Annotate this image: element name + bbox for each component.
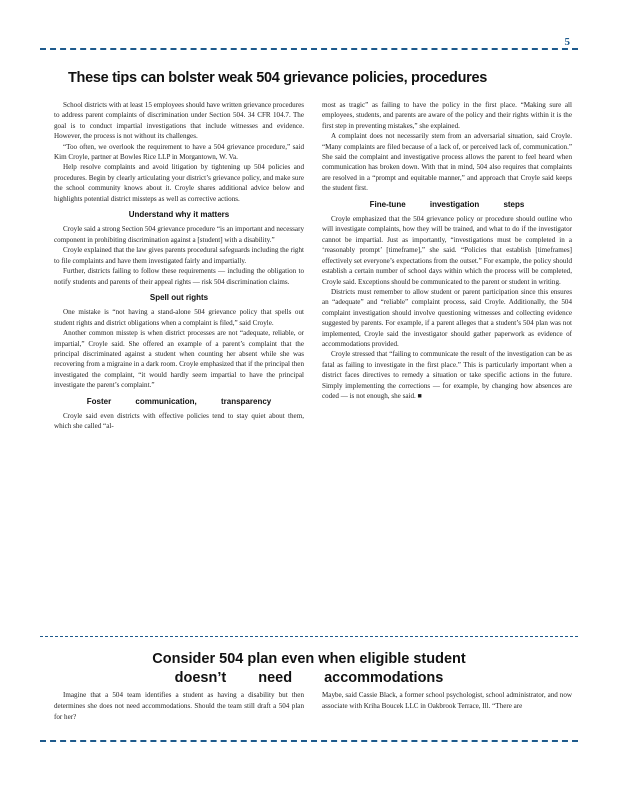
paragraph: Croyle stressed that “failing to communicate the result of the investigation can be as fatal as failing to investigate in the first place.” This is particularly important when a district faces directives to remedy a situation or take specific actions in the future. Simply implementing the corrections — for example, by changing how absences are coded — is not enough, she said. ■ [322,350,572,400]
paragraph: One mistake is “not having a stand-alone 504 grievance policy that spells out student rights and district obligations when a complaint is filed,” said Croyle. [54,308,304,327]
section-heading: Fine-tune investigation steps [369,199,525,209]
article-left-column [54,100,304,432]
second-article-left-column [54,690,304,722]
paragraph: Croyle said even districts with effective policies tend to stay quiet about them, which she called “al- [54,411,304,431]
section-heading: Foster communication, transparency [86,396,272,406]
paragraph: Help resolve complaints and avoid litigation by tightening up 504 policies and procedures. Begin by clearly articulating your district’s grievance policy, and make sure the school community knows about it. Croyle shares additional advice below and highlights potential district missteps as well as corrective actions. [54,163,304,203]
paragraph: Croyle explained that the law gives parents procedural safeguards including the right to file complaints and have them investigated fairly and impartially. [54,246,304,265]
paragraph: Croyle emphasized that the 504 grievance policy or procedure should outline who will investigate complaints, how they will be trained, and what to do if the investigator cannot be impartial. Just as importantly, “investigations must be completed in a ‘reasonably prompt’ [timeframe],” she said. “Policies that establish [timeframes] effectively set everyone’s expectations from the outset.” For example, the policy should establish a certain number of school days within which the process will be completed, Croyle said. Exceptions should be communicated to the parent or student in writing. [322,215,572,286]
section-heading: Understand why it matters [128,210,230,220]
second-headline-line1: Consider 504 plan even when eligible student [152,651,466,667]
paragraph: Further, districts failing to follow these requirements — including the obligation to notify students and parents of their appeal rights — risk 504 discrimination claims. [54,267,304,286]
page-number: 5 [564,36,570,48]
second-article-right-column [322,690,572,712]
paragraph: A complaint does not necessarily stem from an adversarial situation, said Croyle. “Many complaints are filed because of a lack of, or perceived lack of, communication.” She said the complaint and investigative process allows the parent to feel heard when communication has broken down. With that in mind, 504 also requires that complaints are resolved in a “prompt and equitable manner,” and approach that Croyle said keeps the student first. [322,132,572,193]
paragraph: Another common misstep is when district processes are not “adequate, reliable, or impartial,” Croyle said. She offered an example of a parent’s complaint that the principal discriminated against a student when counting her absent while she was recovering from a migraine in a dark room. Croyle emphasized that if the principal then investigated the complaint, “it would hardly seem impartial to have the principal investigate the parent’s complaint.” [54,329,304,390]
article-right-column [322,100,572,401]
second-headline-text: doesn’t need accommodations [174,670,444,686]
section-divider [40,636,578,637]
second-headline-line2 [0,669,618,688]
top-rule [40,48,578,50]
bottom-rule [40,740,578,742]
section-heading: Spell out rights [149,292,209,302]
second-article-paragraph: Imagine that a 504 team identifies a student as having a disability but then determines she does not need accommodations. Should the team still draft a 504 plan for her? [54,691,304,721]
paragraph: Croyle said a strong Section 504 grievance procedure “is an important and necessary component in prohibiting discrimination against a [student] with a disability.” [54,225,304,244]
paragraph: School districts with at least 15 employees should have written grievance procedures to address parent complaints of discrimination under Section 504. 34 CFR 104.7. The goal is to conduct impartial investigations that include witnesses and evidence. However, the process is not without its challenges. [54,101,304,141]
paragraph: most as tragic” as failing to have the policy in the first place. “Making sure all employees, students, and parents are aware of the policy and their rights within it is the first step in preventing mistakes,” she explained. [322,101,572,130]
paragraph: “Too often, we overlook the requirement to have a 504 grievance procedure,” said Kim Croyle, partner at Bowles Rice LLP in Morgantown, W. Va. [54,142,304,162]
second-article-paragraph: Maybe, said Cassie Black, a former school psychologist, school administrator, and now associate with Kriha Boucek LLC in Oakbrook Terrace, Ill. “There are [322,691,572,710]
article-headline: These tips can bolster weak 504 grievance policies, procedures [68,70,488,86]
paragraph: Districts must remember to allow student or parent participation since this ensures an “adequate” and “reliable” complaint process, said Croyle. Additionally, the 504 complaint investigation should involve questioning witnesses and collecting evidence suggested by parents. For example, if a parent alleges that a student’s 504 plan was not implemented, Croyle said the investigator should gather paperwork as evidence of accommodations provided. [322,287,572,348]
